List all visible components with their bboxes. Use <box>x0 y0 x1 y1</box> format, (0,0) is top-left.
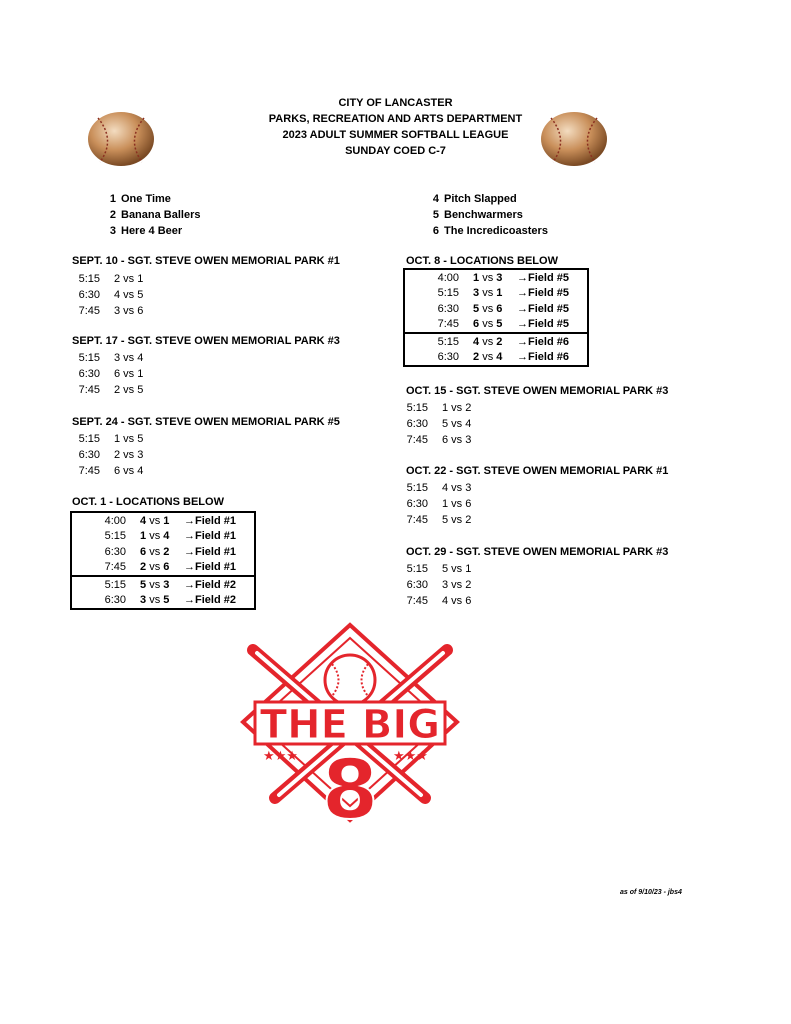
game-field: →Field #2 <box>184 578 236 591</box>
game-row <box>378 512 471 528</box>
game-matchup: 4 vs 5 <box>114 289 144 301</box>
game-time: 7:45 <box>78 305 100 317</box>
section-title-oct15: OCT. 15 - SGT. STEVE OWEN MEMORIAL PARK #3 <box>406 385 669 397</box>
game-time: 5:15 <box>437 335 459 348</box>
game-matchup: 4 vs 1 <box>140 514 170 527</box>
game-time: 5:15 <box>406 482 428 494</box>
team-item <box>104 223 200 239</box>
game-matchup: 1 vs 2 <box>442 402 472 414</box>
game-field: →Field #5 <box>517 318 569 331</box>
the-big-8-logo <box>235 620 465 825</box>
game-matchup: 5 vs 6 <box>473 302 503 315</box>
game-row <box>50 350 143 366</box>
section-title-oct1: OCT. 1 - LOCATIONS BELOW <box>72 496 224 508</box>
team-number: 4 <box>432 193 439 205</box>
game-matchup: 5 vs 2 <box>442 514 472 526</box>
team-number: 6 <box>432 225 439 237</box>
header-line-league: 2023 ADULT SUMMER SOFTBALL LEAGUE <box>282 129 509 141</box>
game-time: 6:30 <box>406 579 428 591</box>
game-row <box>72 544 254 560</box>
header-line-department: PARKS, RECREATION AND ARTS DEPARTMENT <box>268 113 523 125</box>
game-field: →Field #5 <box>517 271 569 284</box>
team-name: Benchwarmers <box>444 209 523 221</box>
game-row <box>50 382 143 398</box>
header-line-division: SUNDAY COED C-7 <box>345 145 446 157</box>
team-item <box>427 207 548 223</box>
game-time: 6:30 <box>406 418 428 430</box>
game-time: 7:45 <box>406 514 428 526</box>
game-time: 5:15 <box>406 563 428 575</box>
game-matchup: 6 vs 1 <box>114 368 144 380</box>
games-oct15 <box>378 400 471 448</box>
team-number: 1 <box>109 193 116 205</box>
game-row <box>378 561 471 577</box>
games-oct29 <box>378 561 471 609</box>
softball-right-image <box>539 110 609 168</box>
team-number: 2 <box>109 209 116 221</box>
game-row <box>50 447 143 463</box>
game-matchup: 5 vs 3 <box>140 578 170 591</box>
game-row <box>50 366 143 382</box>
header-line-city: CITY OF LANCASTER <box>338 97 453 109</box>
game-time: 6:30 <box>78 289 100 301</box>
game-matchup: 3 vs 4 <box>114 352 144 364</box>
game-time: 5:15 <box>78 352 100 364</box>
game-row <box>72 593 254 609</box>
team-item <box>104 207 200 223</box>
game-matchup: 1 vs 6 <box>442 498 472 510</box>
game-row <box>50 287 143 303</box>
game-row <box>405 334 587 350</box>
game-row <box>50 303 143 319</box>
game-time: 7:45 <box>104 561 126 574</box>
game-matchup: 5 vs 1 <box>442 563 472 575</box>
game-matchup: 3 vs 6 <box>114 305 144 317</box>
svg-text:★★★: ★★★ <box>393 749 428 764</box>
game-time: 7:45 <box>406 434 428 446</box>
team-number: 3 <box>109 225 116 237</box>
game-time: 6:30 <box>437 351 459 364</box>
game-matchup: 1 vs 4 <box>140 530 170 543</box>
games-oct22 <box>378 480 471 528</box>
locations-box-oct1 <box>70 511 256 610</box>
game-field: →Field #1 <box>184 514 236 527</box>
game-matchup: 6 vs 5 <box>473 318 503 331</box>
game-matchup: 2 vs 1 <box>114 273 144 285</box>
game-matchup: 4 vs 2 <box>473 335 503 348</box>
game-row <box>378 416 471 432</box>
team-name: Here 4 Beer <box>121 225 183 237</box>
section-title-oct22: OCT. 22 - SGT. STEVE OWEN MEMORIAL PARK #1 <box>406 465 669 477</box>
game-row <box>405 301 587 317</box>
section-title-oct8: OCT. 8 - LOCATIONS BELOW <box>406 255 558 267</box>
game-time: 6:30 <box>104 545 126 558</box>
game-time: 6:30 <box>78 449 100 461</box>
game-time: 6:30 <box>437 302 459 315</box>
game-matchup: 5 vs 4 <box>442 418 472 430</box>
game-time: 5:15 <box>104 578 126 591</box>
softball-left-image <box>86 110 156 168</box>
logo-line1: THE BIG <box>259 702 441 748</box>
game-time: 6:30 <box>406 498 428 510</box>
game-matchup: 3 vs 1 <box>473 287 503 300</box>
game-time: 5:15 <box>78 433 100 445</box>
svg-text:★★★: ★★★ <box>263 749 298 764</box>
team-name: Banana Ballers <box>121 209 201 221</box>
game-matchup: 2 vs 4 <box>473 351 503 364</box>
game-matchup: 3 vs 2 <box>442 579 472 591</box>
game-field: →Field #6 <box>517 335 569 348</box>
team-item <box>427 223 548 239</box>
game-time: 7:45 <box>406 595 428 607</box>
game-time: 4:00 <box>104 514 126 527</box>
game-row <box>72 560 254 576</box>
game-field: →Field #5 <box>517 302 569 315</box>
game-row <box>378 400 471 416</box>
games-sept24 <box>50 431 143 479</box>
game-time: 7:45 <box>78 384 100 396</box>
game-field: →Field #1 <box>184 561 236 574</box>
team-name: Pitch Slapped <box>444 193 517 205</box>
game-time: 7:45 <box>78 465 100 477</box>
game-row <box>378 593 471 609</box>
game-field: →Field #6 <box>517 351 569 364</box>
game-time: 5:15 <box>78 273 100 285</box>
game-matchup: 4 vs 3 <box>442 482 472 494</box>
section-title-oct29: OCT. 29 - SGT. STEVE OWEN MEMORIAL PARK #3 <box>406 546 669 558</box>
game-row <box>405 270 587 286</box>
team-list-right <box>427 191 548 239</box>
game-row <box>378 432 471 448</box>
games-sept10 <box>50 271 143 319</box>
game-field: →Field #1 <box>184 545 236 558</box>
game-row <box>50 431 143 447</box>
game-matchup: 2 vs 6 <box>140 561 170 574</box>
game-matchup: 2 vs 5 <box>114 384 144 396</box>
game-row <box>50 271 143 287</box>
team-list-left <box>104 191 200 239</box>
logo-line2: 8 <box>321 743 379 825</box>
game-matchup: 1 vs 3 <box>473 271 503 284</box>
game-matchup: 6 vs 2 <box>140 545 170 558</box>
game-time: 6:30 <box>104 594 126 607</box>
game-row <box>72 513 254 529</box>
team-number: 5 <box>432 209 439 221</box>
game-time: 5:15 <box>104 530 126 543</box>
section-title-sept10: SEPT. 10 - SGT. STEVE OWEN MEMORIAL PARK #1 <box>72 255 340 267</box>
game-matchup: 6 vs 4 <box>114 465 144 477</box>
game-row <box>72 529 254 545</box>
revision-footnote: as of 9/10/23 - jbs4 <box>620 889 682 896</box>
game-field: →Field #5 <box>517 287 569 300</box>
game-row <box>405 286 587 302</box>
game-row <box>378 577 471 593</box>
game-row <box>72 577 254 593</box>
game-field: →Field #2 <box>184 594 236 607</box>
team-item <box>104 191 200 207</box>
game-time: 7:45 <box>437 318 459 331</box>
game-row <box>378 480 471 496</box>
game-matchup: 6 vs 3 <box>442 434 472 446</box>
game-row <box>405 350 587 366</box>
game-row <box>378 496 471 512</box>
section-title-sept24: SEPT. 24 - SGT. STEVE OWEN MEMORIAL PARK #5 <box>72 416 340 428</box>
game-row <box>50 463 143 479</box>
games-sept17 <box>50 350 143 398</box>
section-title-sept17: SEPT. 17 - SGT. STEVE OWEN MEMORIAL PARK #3 <box>72 335 340 347</box>
game-matchup: 3 vs 5 <box>140 594 170 607</box>
game-matchup: 4 vs 6 <box>442 595 472 607</box>
game-matchup: 1 vs 5 <box>114 433 144 445</box>
team-name: The Incredicoasters <box>444 225 548 237</box>
team-item <box>427 191 548 207</box>
game-row <box>405 317 587 333</box>
game-time: 4:00 <box>437 271 459 284</box>
game-field: →Field #1 <box>184 530 236 543</box>
locations-box-oct8 <box>403 268 589 367</box>
game-time: 6:30 <box>78 368 100 380</box>
team-name: One Time <box>121 193 171 205</box>
game-time: 5:15 <box>406 402 428 414</box>
game-matchup: 2 vs 3 <box>114 449 144 461</box>
game-time: 5:15 <box>437 287 459 300</box>
